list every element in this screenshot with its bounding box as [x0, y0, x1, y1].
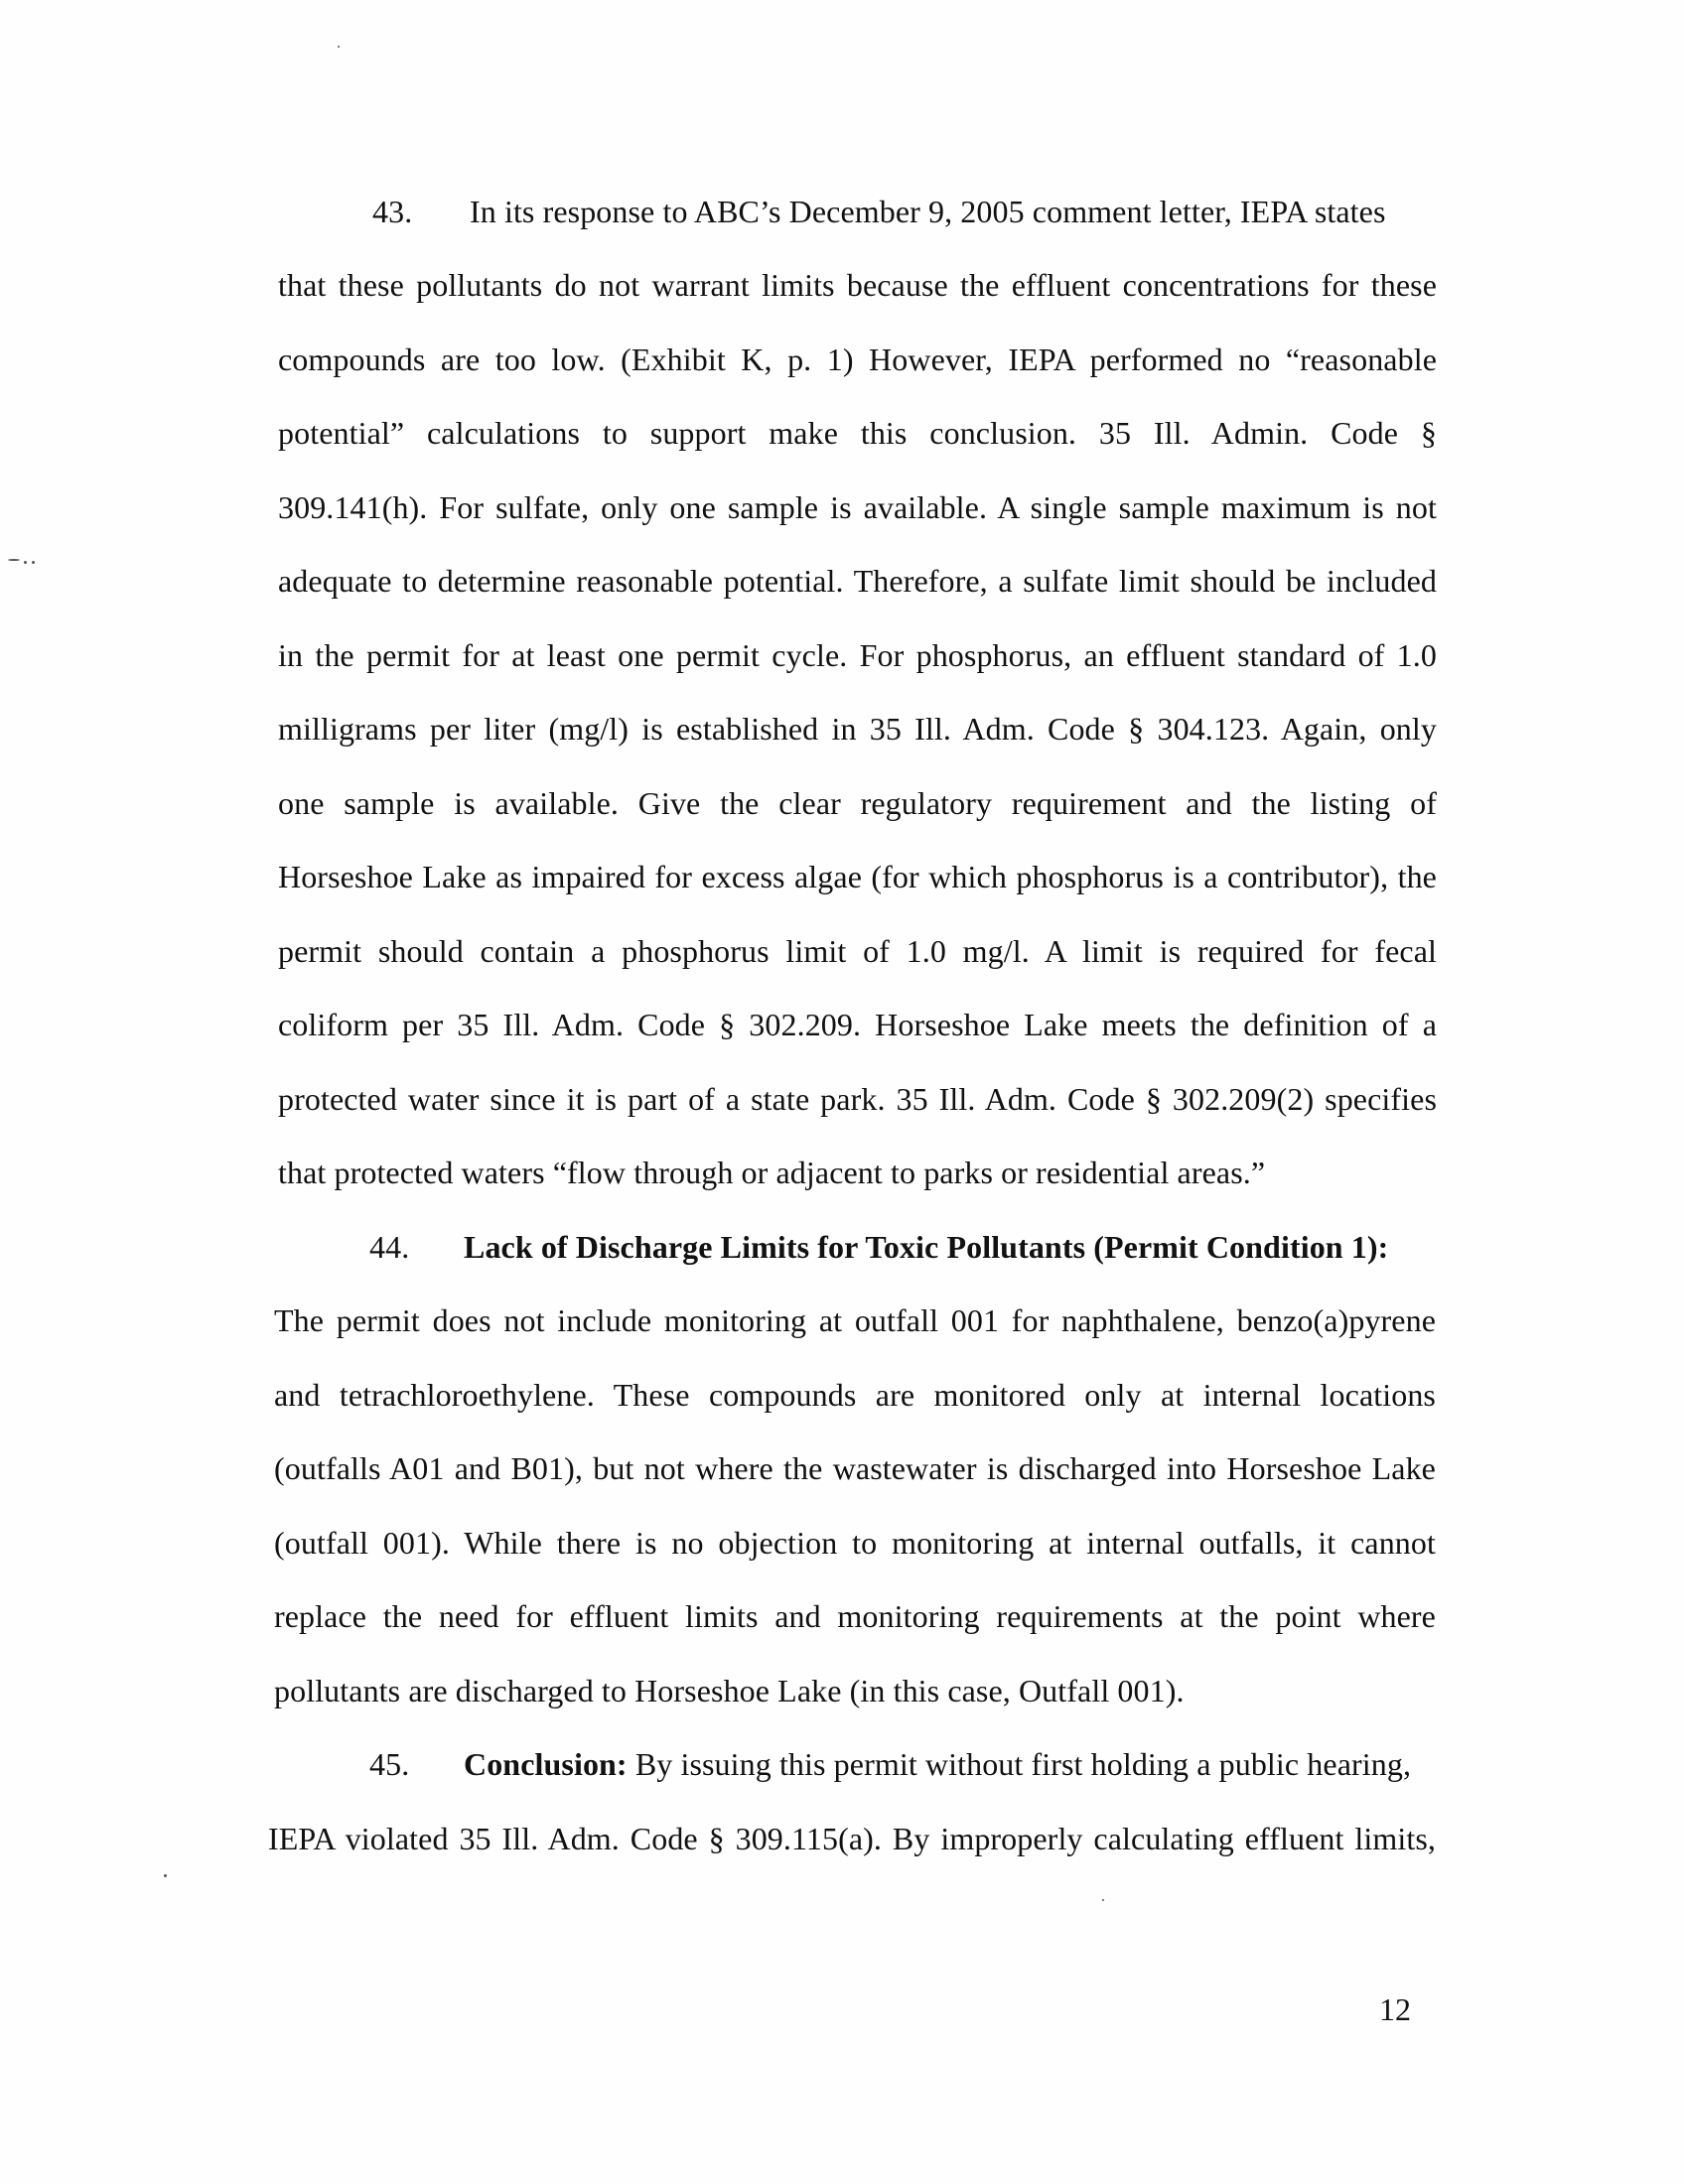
text-line: in the permit for at least one permit cycle. For phosphorus, an effluent standard of 1.0 [278, 637, 1437, 673]
text-line: compounds are too low. (Exhibit K, p. 1) However, IEPA performed no “reasonable [278, 341, 1437, 377]
text-line: one sample is available. Give the clear regulatory requirement and the listing of [278, 785, 1437, 821]
paragraph-number: 45. [369, 1746, 410, 1782]
text-line: pollutants are discharged to Horseshoe Lake (in this case, Outfall 001). [274, 1673, 1185, 1708]
scan-artifact [1102, 1899, 1104, 1901]
text-line: Horseshoe Lake as impaired for excess algae (for which phosphorus is a contributor), the [278, 859, 1437, 894]
text-line: adequate to determine reasonable potential. Therefore, a sulfate limit should be included [278, 563, 1437, 599]
paragraph-44-first-line [369, 1227, 1437, 1267]
text-line: coliform per 35 Ill. Adm. Code § 302.209. Horseshoe Lake meets the definition of a [278, 1007, 1437, 1042]
scan-artifact [338, 46, 340, 48]
text-line: and tetrachloroethylene. These compounds are monitored only at internal locations [274, 1377, 1436, 1413]
text-line: milligrams per liter (mg/l) is established in 35 Ill. Adm. Code § 304.123. Again, only [278, 711, 1437, 747]
section-heading: Conclusion: [464, 1746, 628, 1782]
text-line: potential” calculations to support make this conclusion. 35 Ill. Admin. Code § [278, 415, 1437, 451]
paragraph-45-first-line [369, 1744, 1437, 1784]
text-line: permit should contain a phosphorus limit of 1.0 mg/l. A limit is required for fecal [278, 933, 1437, 969]
text-line: that these pollutants do not warrant limits because the effluent concentrations for these [278, 267, 1437, 303]
text-line: The permit does not include monitoring at outfall 001 for naphthalene, benzo(a)pyrene [274, 1302, 1436, 1338]
text-line: (outfalls A01 and B01), but not where the wastewater is discharged into Horseshoe Lake [274, 1450, 1436, 1486]
text-line: IEPA violated 35 Ill. Adm. Code § 309.115(a). By improperly calculating effluent limits, [268, 1821, 1436, 1856]
text-line: 309.141(h). For sulfate, only one sample is available. A single sample maximum is not [278, 489, 1437, 525]
section-heading: Lack of Discharge Limits for Toxic Pollutants (Permit Condition 1): [464, 1229, 1389, 1265]
text-line: protected water since it is part of a state park. 35 Ill. Adm. Code § 302.209(2) specifies [278, 1081, 1437, 1117]
text-line: (outfall 001). While there is no objection to monitoring at internal outfalls, it cannot [274, 1525, 1436, 1561]
paragraph-43-first-line [372, 192, 1437, 231]
page-number: 12 [1379, 1991, 1411, 2027]
paragraph-number: 43. [372, 194, 413, 229]
text-line: that protected waters “flow through or adjacent to parks or residential areas.” [278, 1155, 1266, 1190]
scan-artifact [24, 561, 27, 564]
paragraph-number: 44. [369, 1229, 410, 1265]
scan-artifact [164, 1874, 167, 1877]
text-line: In its response to ABC’s December 9, 2005 comment letter, IEPA states [470, 194, 1386, 229]
scan-artifact [8, 559, 20, 561]
scan-artifact [32, 561, 35, 564]
text-line: replace the need for effluent limits and monitoring requirements at the point where [274, 1598, 1436, 1634]
text-line: By issuing this permit without first holding a public hearing, [634, 1746, 1412, 1782]
